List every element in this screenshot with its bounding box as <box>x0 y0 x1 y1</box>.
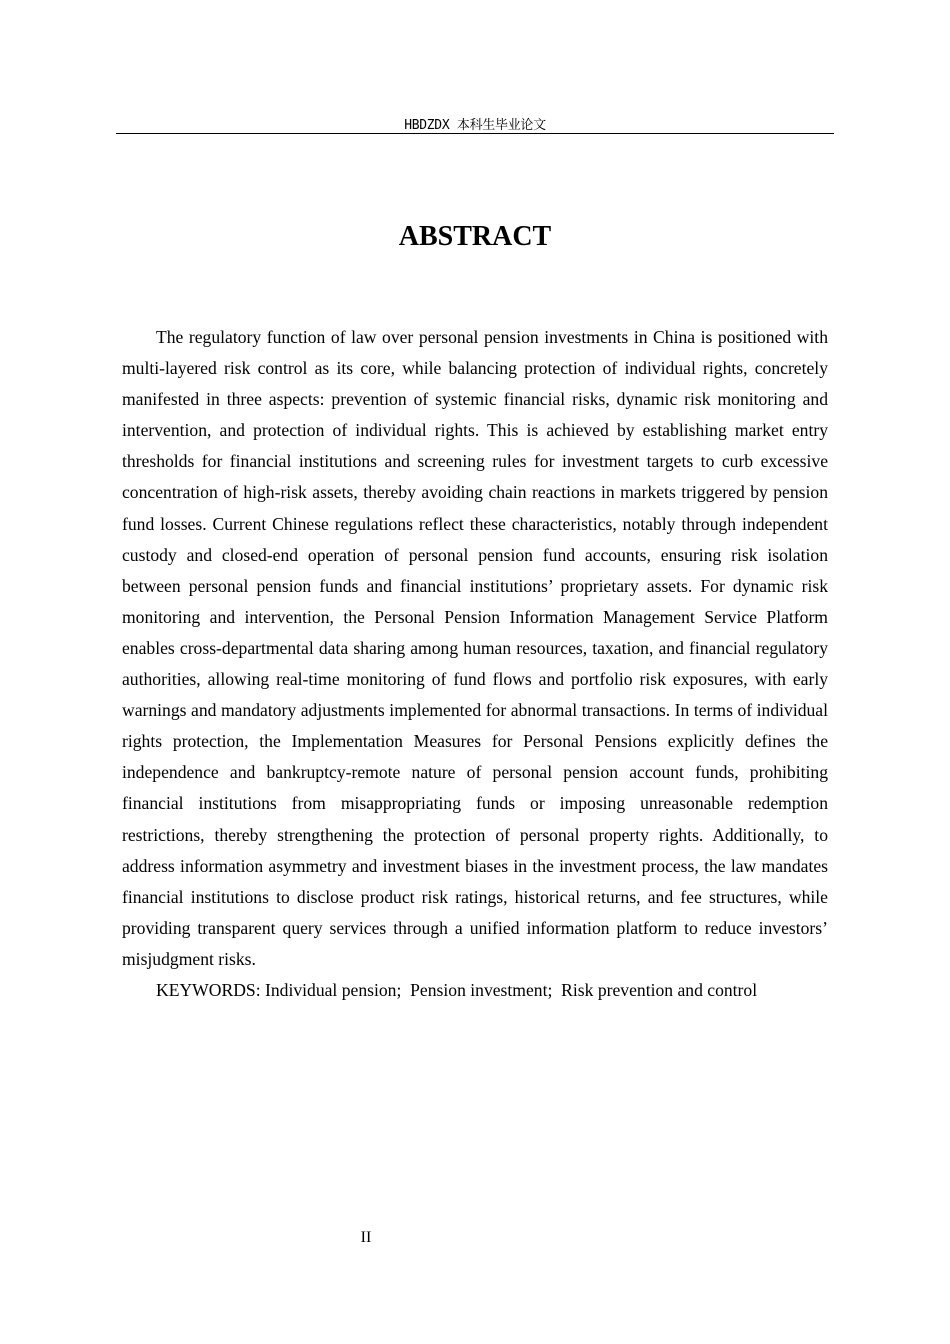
abstract-title: ABSTRACT <box>398 221 552 252</box>
keyword-1: Individual pension; <box>265 979 402 1000</box>
keywords-line <box>122 975 828 1006</box>
page-number: II <box>360 1229 372 1246</box>
abstract-paragraph: The regulatory function of law over personal pension investments in China is positioned with multi-layered risk control as its core, while balancing protection of individual rights, concretely manifested in three aspects: prevention of systemic financial risks, dynamic risk monitoring and intervention, and protection of individual rights. This is achieved by establishing market entry thresholds for financial institutions and screening rules for investment targets to curb excessive concentration of high-risk assets, thereby avoiding chain reactions in markets triggered by pension fund losses. Current Chinese regulations reflect these characteristics, notably through independent custody and closed-end operation of personal pension fund accounts, ensuring risk isolation between personal pension funds and financial institutions’ proprietary assets. For dynamic risk monitoring and intervention, the Personal Pension Information Management Service Platform enables cross-departmental data sharing among human resources, taxation, and financial regulatory authorities, allowing real-time monitoring of fund flows and portfolio risk exposures, with early warnings and mandatory adjustments implemented for abnormal transactions. In terms of individual rights protection, the Implementation Measures for Personal Pensions explicitly defines the independence and bankruptcy-remote nature of personal pension account funds, prohibiting financial institutions from misappropriating funds or imposing unreasonable redemption restrictions, thereby strengthening the protection of personal property rights. Additionally, to address information asymmetry and investment biases in the investment process, the law mandates financial institutions to disclose product risk ratings, historical returns, and fee structures, while providing transparent query services through a unified information platform to reduce investors’ misjudgment risks. <box>122 327 828 969</box>
keyword-2: Pension investment; <box>410 979 553 1000</box>
abstract-body <box>122 322 828 1006</box>
running-header: HBDZDX 本科生毕业论文 <box>404 118 546 133</box>
keyword-3: Risk prevention and control <box>561 979 758 1000</box>
header-rule <box>116 133 834 134</box>
keywords-label: KEYWORDS: <box>156 979 261 1000</box>
